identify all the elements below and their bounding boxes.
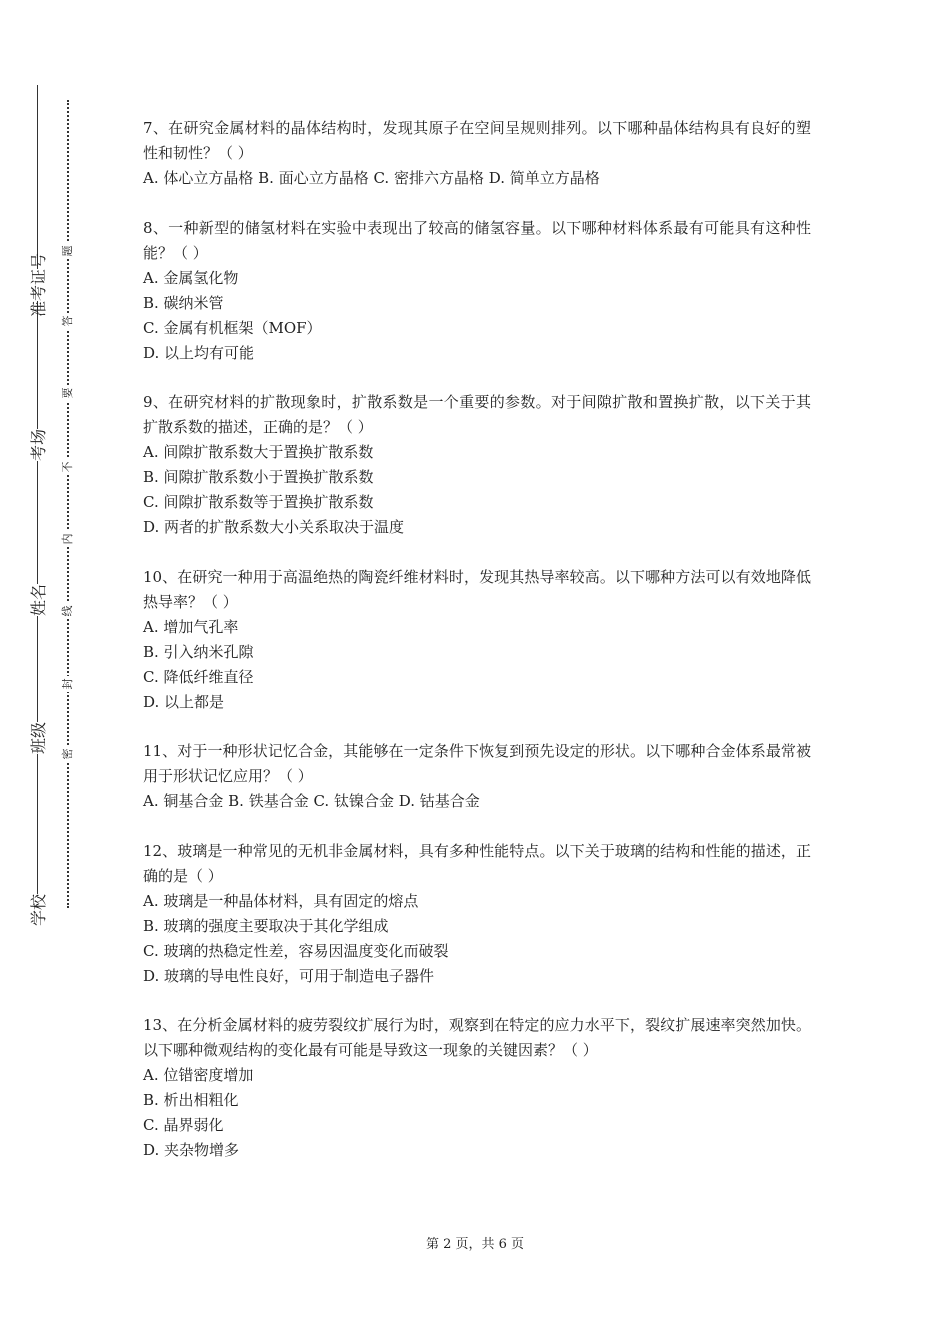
question-stem: 12、玻璃是一种常见的无机非金属材料，具有多种性能特点。以下关于玻璃的结构和性能的描述，正确的是（ ）	[143, 841, 811, 885]
option-a: A. 玻璃是一种晶体材料，具有固定的熔点	[143, 891, 419, 910]
seal-char-xian: 线	[59, 603, 75, 619]
binding-margin	[0, 0, 120, 1344]
seal-char-mi: 密	[59, 746, 75, 762]
option-d: D. 以上都是	[143, 692, 225, 711]
class-label: 班级	[7, 722, 67, 754]
question-7	[143, 116, 811, 191]
seal-char-bu: 不	[59, 459, 75, 475]
question-list	[143, 116, 811, 1188]
option-b: B. 玻璃的强度主要取决于其化学组成	[143, 916, 389, 935]
option-b: B. 析出相粗化	[143, 1091, 239, 1109]
question-stem: 8、一种新型的储氢材料在实验中表现出了较高的储氢容量。以下哪种材料体系最有可能具有这种性能？（ ）	[143, 218, 811, 262]
option-c: C. 降低纤维直径	[143, 667, 254, 686]
option-d: D. 两者的扩散系数大小关系取决于温度	[143, 518, 405, 536]
option-a: A. 金属氢化物	[143, 268, 239, 287]
exam-room-label: 考场	[7, 429, 67, 461]
option-d: D. 夹杂物增多	[143, 1141, 240, 1159]
option-b: B. 碳纳米管	[143, 293, 224, 312]
question-options-inline: A. 铜基合金 B. 铁基合金 C. 钛镍合金 D. 钴基合金	[143, 792, 480, 810]
exam-id-label: 准考证号	[7, 269, 67, 301]
question-stem: 11、对于一种形状记忆合金，其能够在一定条件下恢复到预先设定的形状。以下哪种合金体系最常被用于形状记忆应用？（ ）	[143, 742, 811, 785]
question-options-inline: A. 体心立方晶格 B. 面心立方晶格 C. 密排六方晶格 D. 简单立方晶格	[143, 169, 600, 187]
question-stem: 7、在研究金属材料的晶体结构时，发现其原子在空间呈规则排列。以下哪种晶体结构具有良好的塑性和韧性？（ ）	[143, 119, 811, 162]
question-10	[143, 565, 811, 715]
question-8	[143, 216, 811, 366]
option-c: C. 金属有机框架（MOF）	[143, 318, 322, 337]
seal-char-yao: 要	[59, 385, 75, 401]
option-b: B. 间隙扩散系数小于置换扩散系数	[143, 468, 374, 486]
question-11	[143, 739, 811, 814]
seal-char-ti: 题	[59, 243, 75, 259]
option-c: C. 间隙扩散系数等于置换扩散系数	[143, 493, 374, 511]
seal-char-nei: 内	[59, 531, 75, 547]
page-number-footer: 第 2 页，共 6 页	[425, 1237, 525, 1252]
option-d: D. 以上均有可能	[143, 343, 255, 362]
option-c: C. 玻璃的热稳定性差，容易因温度变化而破裂	[143, 941, 449, 960]
option-c: C. 晶界弱化	[143, 1116, 224, 1134]
option-a: A. 间隙扩散系数大于置换扩散系数	[143, 443, 374, 461]
name-label: 姓名	[7, 584, 67, 616]
binding-solid-line	[37, 85, 38, 925]
option-b: B. 引入纳米孔隙	[143, 642, 254, 661]
option-d: D. 玻璃的导电性良好，可用于制造电子器件	[143, 966, 435, 985]
binding-dotted-line	[67, 100, 69, 908]
question-stem: 9、在研究材料的扩散现象时，扩散系数是一个重要的参数。对于间隙扩散和置换扩散，以下关于其扩散系数的描述，正确的是？（ ）	[143, 393, 811, 436]
seal-char-feng: 封	[59, 676, 75, 692]
seal-char-da: 答	[59, 313, 75, 329]
question-12	[143, 839, 811, 989]
question-stem: 13、在分析金属材料的疲劳裂纹扩展行为时，观察到在特定的应力水平下，裂纹扩展速率突然加快。以下哪种微观结构的变化最有可能是导致这一现象的关键因素？（ ）	[143, 1016, 811, 1059]
option-a: A. 增加气孔率	[143, 617, 239, 636]
question-9	[143, 390, 811, 540]
option-a: A. 位错密度增加	[143, 1066, 254, 1084]
question-13	[143, 1013, 811, 1163]
school-label: 学校	[7, 894, 67, 926]
question-stem: 10、在研究一种用于高温绝热的陶瓷纤维材料时，发现其热导率较高。以下哪种方法可以有效地降低热导率？（ ）	[143, 567, 811, 611]
